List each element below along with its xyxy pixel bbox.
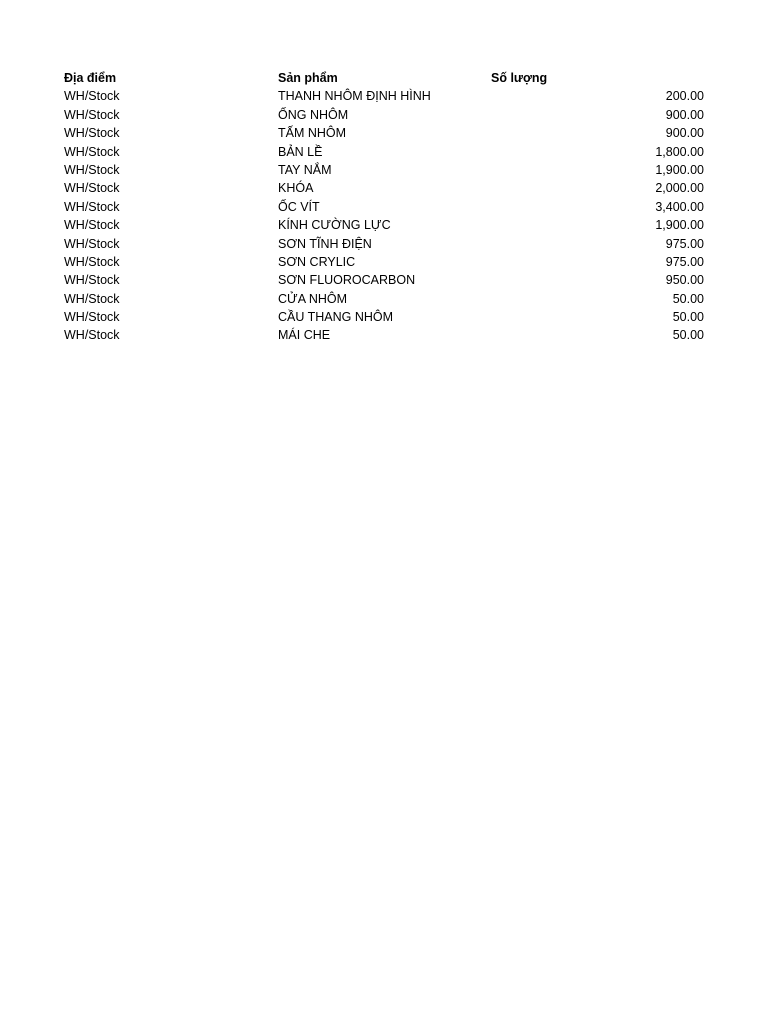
cell-location: WH/Stock <box>64 291 120 306</box>
cell-location: WH/Stock <box>64 254 120 269</box>
table-row <box>64 271 704 289</box>
cell-location: WH/Stock <box>64 310 120 325</box>
table-body <box>64 87 704 344</box>
cell-location: WH/Stock <box>64 218 120 233</box>
cell-product: TẤM NHÔM <box>278 126 347 141</box>
cell-product: SƠN FLUOROCARBON <box>278 273 416 288</box>
cell-product: CỬA NHÔM <box>278 291 348 306</box>
cell-quantity: 1,900.00 <box>655 162 704 177</box>
cell-product: TAY NẮM <box>278 162 332 177</box>
cell-quantity: 2,000.00 <box>655 181 704 196</box>
table-row <box>64 87 704 105</box>
header-quantity: Số lượng <box>491 71 548 85</box>
cell-location: WH/Stock <box>64 107 120 122</box>
cell-location: WH/Stock <box>64 89 120 104</box>
cell-product: THANH NHÔM ĐỊNH HÌNH <box>278 89 431 104</box>
cell-location: WH/Stock <box>64 144 120 159</box>
cell-quantity: 975.00 <box>665 254 704 269</box>
cell-product: ỐC VÍT <box>278 199 320 214</box>
cell-product: KHÓA <box>278 181 314 196</box>
table-header-row <box>64 69 704 87</box>
table-row <box>64 235 704 253</box>
cell-location: WH/Stock <box>64 328 120 343</box>
cell-quantity: 975.00 <box>665 236 704 251</box>
table-row <box>64 161 704 179</box>
table-row <box>64 308 704 326</box>
cell-product: CẦU THANG NHÔM <box>278 310 394 325</box>
header-location: Địa điểm <box>64 71 117 85</box>
cell-quantity: 950.00 <box>665 273 704 288</box>
table-row <box>64 179 704 197</box>
cell-location: WH/Stock <box>64 181 120 196</box>
cell-quantity: 200.00 <box>665 89 704 104</box>
table-row <box>64 143 704 161</box>
cell-quantity: 50.00 <box>672 291 704 306</box>
table-row <box>64 198 704 216</box>
header-product: Sản phẩm <box>278 71 338 85</box>
cell-quantity: 1,900.00 <box>655 218 704 233</box>
cell-location: WH/Stock <box>64 273 120 288</box>
cell-location: WH/Stock <box>64 236 120 251</box>
cell-product: MÁI CHE <box>278 328 331 343</box>
table-row <box>64 124 704 142</box>
cell-product: SƠN CRYLIC <box>278 254 356 269</box>
cell-quantity: 900.00 <box>665 126 704 141</box>
table-row <box>64 326 704 344</box>
table-row <box>64 290 704 308</box>
table-row <box>64 253 704 271</box>
table-row <box>64 106 704 124</box>
table-row <box>64 216 704 234</box>
cell-quantity: 900.00 <box>665 107 704 122</box>
cell-product: BẢN LỀ <box>278 144 323 159</box>
cell-quantity: 1,800.00 <box>655 144 704 159</box>
cell-product: KÍNH CƯỜNG LỰC <box>278 218 391 233</box>
cell-product: ỐNG NHÔM <box>278 107 349 122</box>
cell-location: WH/Stock <box>64 162 120 177</box>
cell-location: WH/Stock <box>64 199 120 214</box>
cell-location: WH/Stock <box>64 126 120 141</box>
cell-quantity: 50.00 <box>672 310 704 325</box>
cell-product: SƠN TĨNH ĐIỆN <box>278 236 372 251</box>
stock-table <box>64 69 704 345</box>
cell-quantity: 3,400.00 <box>655 199 704 214</box>
cell-quantity: 50.00 <box>672 328 704 343</box>
